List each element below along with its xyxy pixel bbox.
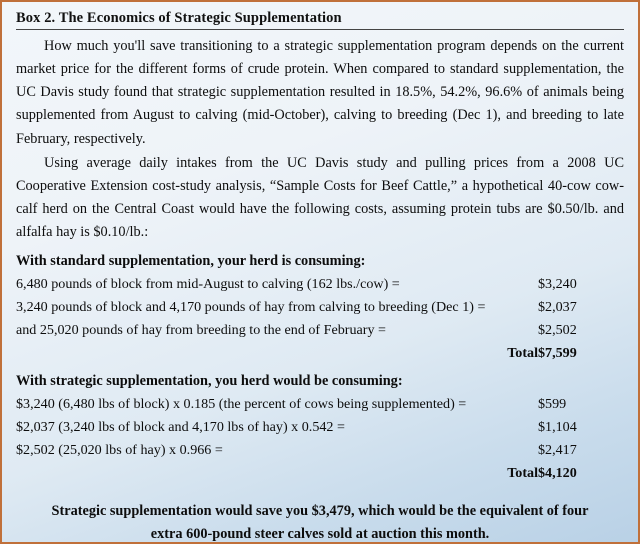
box-title: Box 2. The Economics of Strategic Supplementation [16, 10, 624, 30]
cost-amount: $2,502 [538, 321, 577, 338]
paragraph-2: Using average daily intakes from the UC Davis study and pulling prices from a 2008 UC Cooperative Extension cost-study analysis, “Sample Costs for Beef Cattle,” a hypothetical 40-cow cow-calf herd on the Central Coast would have the following costs, assuming protein tubs are $0.50/lb. and alfalfa hay is $0.10/lb.: [16, 154, 624, 241]
strategic-supplementation-heading: With strategic supplementation, you herd would be consuming: [16, 373, 403, 390]
total-label: Total [507, 464, 538, 481]
table-total-row [16, 461, 624, 484]
cost-description: and 25,020 pounds of hay from breeding to the end of February = [16, 321, 386, 338]
table-row [16, 415, 624, 438]
table-total-row [16, 341, 624, 364]
table-row [16, 392, 624, 415]
table-row [16, 295, 624, 318]
table-row [16, 318, 624, 341]
cost-amount: $599 [538, 395, 567, 412]
cost-description: $2,037 (3,240 lbs of block and 4,170 lbs of hay) x 0.542 = [16, 418, 345, 435]
cost-description: $3,240 (6,480 lbs of block) x 0.185 (the percent of cows being supplemented) = [16, 395, 467, 412]
cost-amount: $3,240 [538, 275, 577, 292]
table-row [16, 272, 624, 295]
cost-description: $2,502 (25,020 lbs of hay) x 0.966 = [16, 441, 223, 458]
cost-amount: $2,417 [538, 441, 577, 458]
standard-supplementation-table [16, 272, 624, 364]
table-row [16, 438, 624, 461]
cost-description: 6,480 pounds of block from mid-August to calving (162 lbs./cow) = [16, 275, 400, 292]
total-label: Total [507, 344, 538, 361]
strategic-supplementation-table [16, 392, 624, 484]
paragraph-1: How much you'll save transitioning to a strategic supplementation program depends on the current market price for the different forms of crude protein. When compared to standard supplementation, the UC Davis study found that strategic supplementation resulted in 18.5%, 54.2%, 96.6% of animals being supplemented from August to calving (mid-October), calving to breeding (Dec 1), and breeding to late February, respectively. [16, 38, 624, 147]
total-amount: $4,120 [538, 464, 577, 481]
cost-amount: $2,037 [538, 298, 577, 315]
standard-supplementation-heading: With standard supplementation, your herd is consuming: [16, 253, 366, 270]
total-amount: $7,599 [538, 344, 577, 361]
cost-description: 3,240 pounds of block and 4,170 pounds of hay from calving to breeding (Dec 1) = [16, 298, 486, 315]
cost-amount: $1,104 [538, 418, 577, 435]
conclusion-text: Strategic supplementation would save you $3,479, which would be the equivalent of four extra 600-pound steer calves sold at auction this month. [51, 503, 589, 542]
